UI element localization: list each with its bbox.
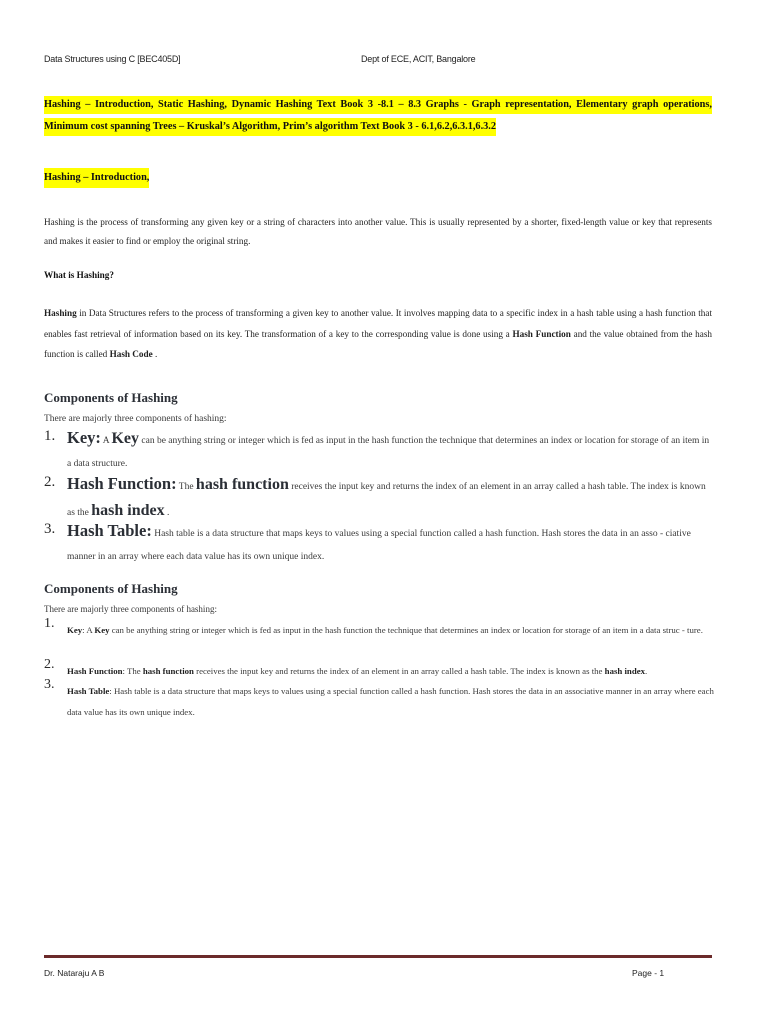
list-item-text: receives the input key and returns the index of an element in an array called a hash table. The index is known as the xyxy=(67,482,706,518)
intro-paragraph: Hashing is the process of transforming any given key or a string of characters into another value. This is usually represented by a shorter, fixed-length value or key that represents and makes it easier to find or employ the original string. xyxy=(44,217,712,246)
list-item-text: can be anything string or integer which is fed as input in the hash function the technique that determines an index or location for storage of an item in a data structure. xyxy=(67,436,710,469)
section-heading-text: Hashing – Introduction, xyxy=(44,168,149,188)
list-item-text: : Hash table is a data structure that maps keys to values using a special function called a hash function. Hash stores the data in an associative manner in an array where each data value has its own unique index. xyxy=(67,686,714,717)
header-course-title: Data Structures using C [BEC405D] xyxy=(44,54,181,64)
footer-author: Dr. Nataraju A B xyxy=(44,968,105,978)
list-item-post: . xyxy=(645,666,648,676)
definition-term-hash-function: Hash Function xyxy=(512,328,571,339)
list-item-inline: Key xyxy=(111,430,140,447)
list-item-number: 3. xyxy=(44,521,56,537)
topic-banner-text: Hashing – Introduction, Static Hashing, Dynamic Hashing Text Book 3 -8.1 – 8.3 Graphs - Graph representation, Elementary graph operations, Minimum cost spanning Trees – Kruskal’s Algorithm, Prim’s algorithm Text Book 3 - 6.1,6.2,6.3.1,6.3.2 xyxy=(44,96,712,136)
list-item-term: Hash Table: xyxy=(67,521,152,540)
list-item-term: Key: xyxy=(67,428,101,447)
list-item-number: 1. xyxy=(44,616,55,631)
components-intro-a: There are majorly three components of hashing: xyxy=(44,414,227,424)
definition-part3: . xyxy=(152,349,158,359)
components-intro-b: There are majorly three components of hashing: xyxy=(44,604,217,614)
list-item-number: 1. xyxy=(44,428,56,444)
footer-page-label: Page - xyxy=(632,968,660,978)
list-item-inline: Key xyxy=(94,625,110,635)
definition-paragraph xyxy=(44,303,712,365)
list-item-inline: hash function xyxy=(142,666,194,676)
list-item-text: can be anything string or integer which is fed as input in the hash function the technique that determines an index or location for storage of an item in a data struc - ture. xyxy=(109,625,703,635)
what-is-hashing-heading: What is Hashing? xyxy=(44,270,114,280)
list-item-term: Key xyxy=(67,625,83,635)
footer-page xyxy=(632,968,664,978)
list-item-text: receives the input key and returns the index of an element in an array called a hash table. The index is known as the xyxy=(193,666,605,676)
section-heading xyxy=(44,172,149,183)
list-item-post: . xyxy=(164,508,170,518)
components-heading-a: Components of Hashing xyxy=(44,390,178,405)
topic-banner xyxy=(44,94,712,138)
list-item-number: 3. xyxy=(44,677,55,692)
footer-rule xyxy=(44,955,712,958)
list-item-pre: : A xyxy=(82,625,95,635)
list-item-term: Hash Function: xyxy=(67,474,177,493)
list-item-inline-2: hash index xyxy=(91,502,165,519)
list-item xyxy=(44,657,714,682)
list-item-term: Hash Function xyxy=(67,666,123,676)
list-item xyxy=(44,677,714,722)
list-item-number: 2. xyxy=(44,657,55,672)
list-item-number: 2. xyxy=(44,474,56,490)
list-item-term: Hash Table xyxy=(67,686,110,696)
definition-part2: and the value obtained from the hash function is called xyxy=(44,328,712,359)
list-item xyxy=(44,472,714,525)
definition-part1: in Data Structures refers to the process of transforming a given key to another value. It involves mapping data to a specific index in a hash table using a hash function that enables fast retrieval of information based on its key. The transformation of a key to the corresponding value is done using a xyxy=(44,308,712,339)
footer-page-number: 1 xyxy=(659,968,665,978)
list-item-pre: The xyxy=(176,482,196,492)
list-item-text: Hash table is a data structure that maps keys to values using a special function called a hash function. Hash stores the data in an asso - ciative manner in an array where each data value has its own unique index. xyxy=(67,529,691,562)
list-item-inline: hash function xyxy=(195,476,289,493)
list-item-inline-2: hash index xyxy=(604,666,646,676)
list-item xyxy=(44,426,714,476)
definition-term-hashing: Hashing xyxy=(44,308,77,318)
header-department: Dept of ECE, ACIT, Bangalore xyxy=(361,54,476,64)
list-item-pre: : The xyxy=(122,666,143,676)
definition-term-hash-code: Hash Code xyxy=(109,349,153,359)
list-item-pre: A xyxy=(100,436,112,446)
components-heading-b: Components of Hashing xyxy=(44,581,178,596)
list-item xyxy=(44,616,714,641)
list-item xyxy=(44,519,714,569)
